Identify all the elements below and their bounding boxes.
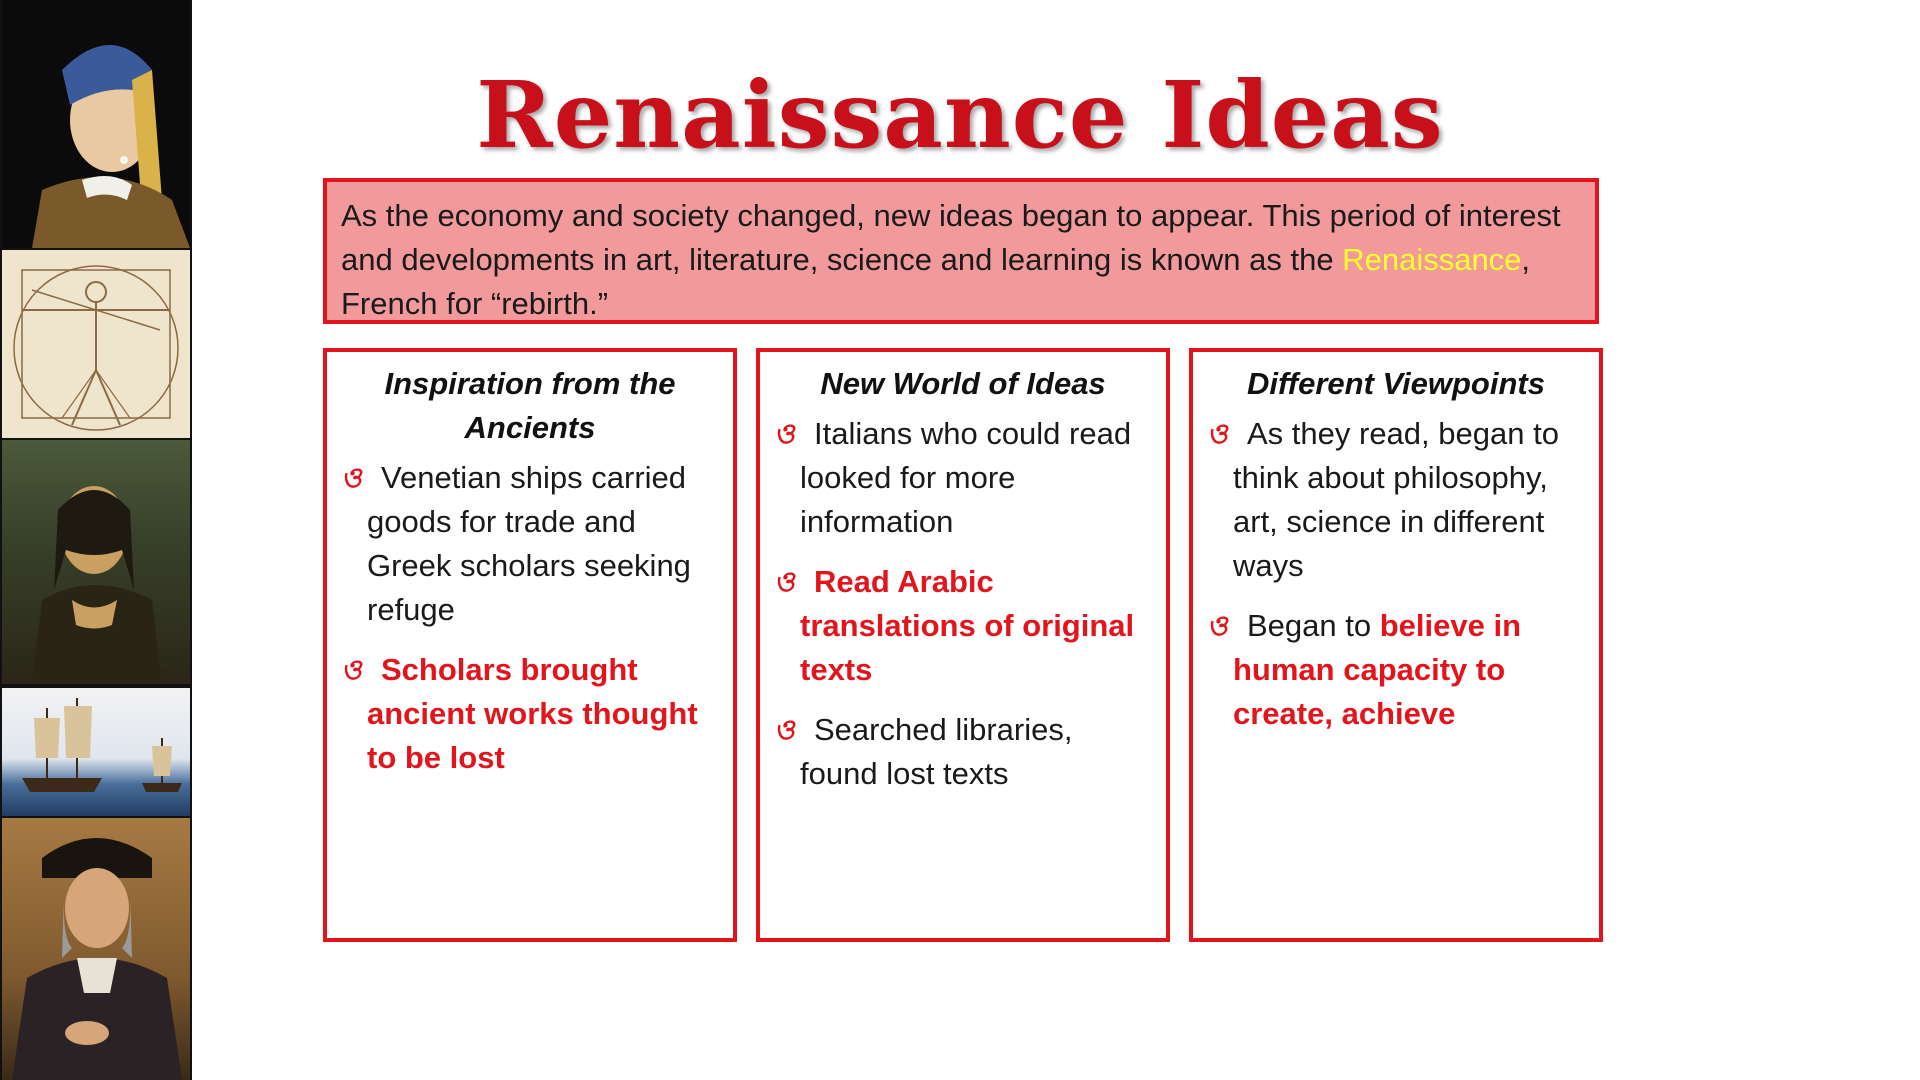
column-new-world-of-ideas [756,348,1170,942]
bullet-item [339,648,721,780]
column-different-viewpoints [1189,348,1603,942]
bullet-glyph-icon: ও [774,565,795,598]
vitruvian-man-image [2,250,190,438]
bullet-glyph-icon: ও [1207,417,1228,450]
page-title: Renaissance Ideas [476,61,1444,169]
bullet-item [772,412,1154,544]
bullet-item [339,456,721,632]
bullet-glyph-icon: ও [774,417,795,450]
mona-lisa-image [2,440,190,684]
bullet-text: Venetian ships carried goods for trade and Greek scholars seeking refuge [367,460,691,627]
bullet-emphasis: believe in human capacity to create, achieve [1233,608,1522,731]
intro-box [323,178,1599,324]
bullet-item [772,708,1154,796]
bullet-text: Searched libraries, found lost texts [800,712,1073,791]
columbus-portrait-image [2,818,190,1080]
intro-text: As the economy and society changed, new ideas began to appear. This period of interest and developments in art, literature, science and learning is known as the [341,198,1561,277]
bullet-item [1205,604,1587,736]
bullet-text: As they read, began to think about philosophy, art, science in different ways [1233,416,1559,583]
bullet-item [1205,412,1587,588]
column-heading: Different Viewpoints [1247,366,1545,401]
renaissance-highlight: Renaissance [1342,242,1522,277]
bullet-text: Began to [1247,608,1380,643]
column-heading: Inspiration from the Ancients [384,366,676,445]
bullet-emphasis: Read Arabic translations of original texts [800,564,1135,687]
bullet-emphasis: Scholars brought ancient works thought to be lost [367,652,698,775]
bullet-item [772,560,1154,692]
column-heading: New World of Ideas [820,366,1106,401]
bullet-text: Italians who could read looked for more information [800,416,1132,539]
bullet-glyph-icon: ও [341,461,362,494]
bullet-glyph-icon: ও [1207,609,1228,642]
column-inspiration-from-ancients [323,348,737,942]
bullet-glyph-icon: ও [341,653,362,686]
image-strip [0,0,192,1080]
intro-text-end: , French for “rebirth.” [341,242,1531,321]
girl-with-pearl-earring-image [2,0,190,248]
sailing-ships-image [2,688,190,816]
bullet-glyph-icon: ও [774,713,795,746]
